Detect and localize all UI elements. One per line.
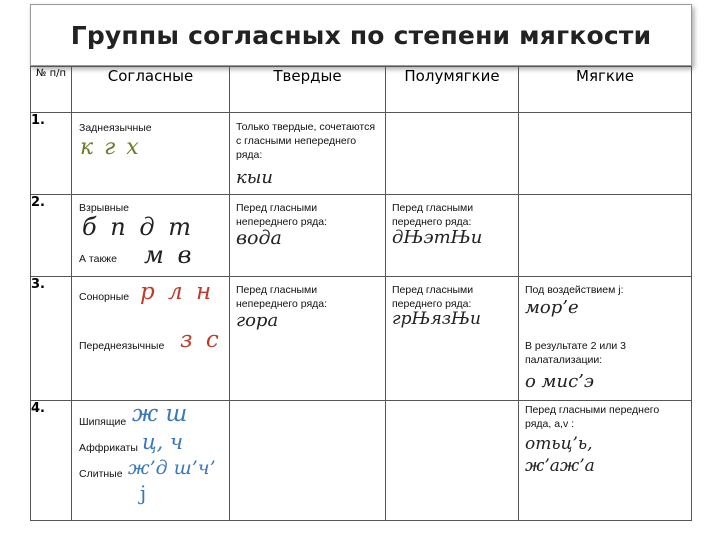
hard-cell xyxy=(230,277,386,401)
header-semi-soft: Полумягкие xyxy=(386,67,519,113)
consonant-letters: р л н xyxy=(140,279,215,305)
also-label: А также xyxy=(79,253,117,265)
row-number: 3. xyxy=(31,277,72,401)
consonants-cell xyxy=(72,113,230,195)
soft-example: отьц’ь, ж’аж’а xyxy=(525,434,595,476)
header-soft: Мягкие xyxy=(519,67,692,113)
merged-letters: ж’д ш’ч’ xyxy=(128,457,216,479)
soft-cell xyxy=(519,113,692,195)
hard-cell xyxy=(230,401,386,521)
semi-soft-example: грЊязЊи xyxy=(392,309,481,329)
semi-soft-example: дЊэтЊи xyxy=(392,227,483,248)
table-row xyxy=(31,113,692,195)
soft-description: Под воздействием j: xyxy=(525,284,624,296)
consonant-group-label: Взрывные xyxy=(79,202,129,214)
row-number: 4. xyxy=(31,401,72,521)
also-letters: м в xyxy=(144,241,195,269)
row-number: 1. xyxy=(31,113,72,195)
header-row xyxy=(31,67,692,113)
table-row xyxy=(31,277,692,401)
semi-soft-description: Перед гласными переднего ряда: xyxy=(392,284,474,310)
consonant-group-label: Заднеязычные xyxy=(79,122,152,134)
hard-description: Только твердые, сочетаются с гласными непереднего ряда: xyxy=(236,121,376,161)
front-lingual-label: Переднеязычные xyxy=(79,340,165,352)
semi-soft-cell xyxy=(386,401,519,521)
semi-soft-cell xyxy=(386,195,519,277)
soft-description-2: В результате 2 или 3 палатализации: xyxy=(525,340,626,366)
hard-example: вода xyxy=(236,227,282,249)
soft-cell xyxy=(519,195,692,277)
affricate-letters: ц, ч xyxy=(142,430,184,454)
hissing-letters: ж ш xyxy=(132,401,188,427)
hard-cell xyxy=(230,195,386,277)
consonants-cell xyxy=(72,195,230,277)
table-row xyxy=(31,401,692,521)
consonants-cell xyxy=(72,277,230,401)
hard-cell xyxy=(230,113,386,195)
table-row xyxy=(31,195,692,277)
consonants-table xyxy=(30,66,692,521)
consonant-letters: к г х xyxy=(80,135,141,160)
row-number: 2. xyxy=(31,195,72,277)
affricate-label: Аффрикаты xyxy=(79,442,138,454)
semi-soft-cell xyxy=(386,277,519,401)
merged-label: Слитные xyxy=(79,468,123,480)
soft-example: мор’е xyxy=(525,297,579,318)
header-no: № п/п xyxy=(31,67,72,113)
soft-description: Перед гласными переднего ряда, а,v : xyxy=(525,404,660,430)
header-hard: Твердые xyxy=(230,67,386,113)
soft-cell xyxy=(519,401,692,521)
soft-cell xyxy=(519,277,692,401)
semi-soft-description: Перед гласными переднего ряда: xyxy=(392,202,474,228)
hard-example: гора xyxy=(236,310,279,331)
front-lingual-letters: з с xyxy=(180,327,222,353)
page-title: Группы согласных по степени мягкости xyxy=(70,20,652,50)
consonants-cell xyxy=(72,401,230,521)
hard-example: кыи xyxy=(236,167,274,188)
j-letter: j xyxy=(140,481,147,505)
title-box xyxy=(30,4,692,66)
semi-soft-cell xyxy=(386,113,519,195)
hard-description: Перед гласными непереднего ряда: xyxy=(236,202,328,228)
hard-description: Перед гласными непереднего ряда: xyxy=(236,284,328,310)
consonant-group-label: Сонорные xyxy=(79,291,130,303)
header-consonants: Согласные xyxy=(72,67,230,113)
hissing-label: Шипящие xyxy=(79,416,127,428)
consonant-letters: б п д т xyxy=(82,213,194,241)
soft-example-2: о мис’э xyxy=(525,371,594,392)
